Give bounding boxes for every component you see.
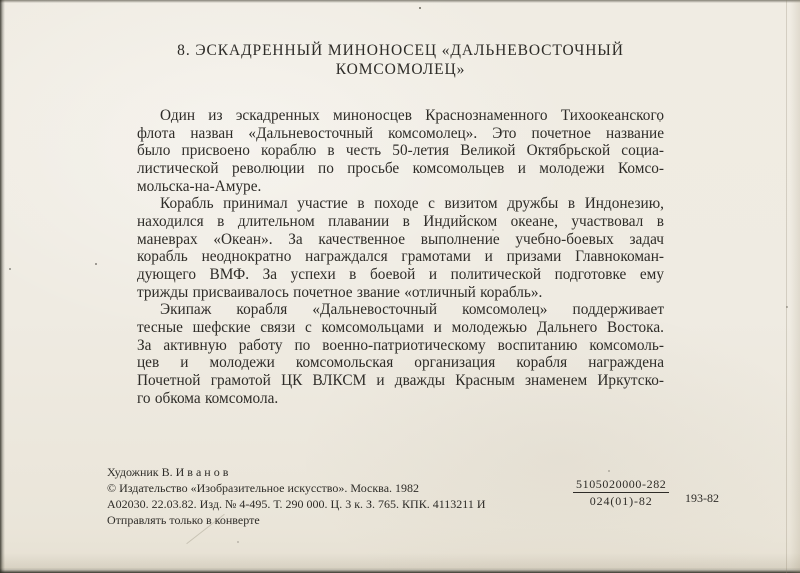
artist-line: Художник В. И в а н о в: [107, 465, 229, 479]
paragraph-1: [137, 107, 664, 195]
body-text: [137, 107, 664, 407]
text-line: тесные шефские связи с комсомольцами и молодежью Дальнего Востока.: [137, 318, 664, 336]
text-line: листической революции по просьбе комсомольцев и молодежи Комсо-: [137, 159, 664, 177]
catalog-suffix: 193-82: [685, 491, 719, 505]
credits-block: [107, 464, 767, 528]
title-line-2: КОМСОМОЛЕЦ»: [335, 61, 466, 78]
text-line: Экипаж корабля «Дальневосточный комсомолец» поддерживает: [160, 301, 664, 319]
print-info-line: А02030. 22.03.82. Изд. № 4-495. Т. 290 000. Ц. 3 к. З. 765. КПК. 4113211 И: [107, 497, 486, 511]
text-line: мольска-на-Амуре.: [137, 177, 262, 195]
text-line: находился в длительном плавании в Индийском океане, участвовал в: [137, 212, 664, 230]
text-line: го обкома комсомола.: [137, 389, 279, 407]
text-line: трижды присваивалось почетное звание «отличный корабль».: [137, 283, 543, 301]
text-line: цев и молодежи комсомольская организация корабля награждена: [137, 354, 664, 372]
paragraph-3: [137, 301, 664, 407]
title-line-1: 8. ЭСКАДРЕННЫЙ МИНОНОСЕЦ «ДАЛЬНЕВОСТОЧНЫЙ: [177, 42, 624, 59]
text-line: Почетной грамотой ЦК ВЛКСМ и дважды Красным знаменем Иркутско-: [137, 371, 664, 389]
text-line: корабль неоднократно награждался грамотами и призами Главнокоман-: [137, 248, 664, 266]
catalog-number-fraction: [573, 477, 669, 508]
catalog-denominator: 024(01)-82: [589, 494, 653, 508]
mailing-note: Отправлять только в конверте: [107, 513, 260, 527]
catalog-numerator: 5105020000-282: [573, 477, 669, 493]
text-line: было присвоено кораблю в честь 50-летия Великой Октябрьской социа-: [137, 142, 664, 160]
scan-edge-bottom: [0, 568, 800, 573]
text-line: Корабль принимал участие в походе с визитом дружбы в Индонезию,: [160, 195, 664, 213]
text-line: дующего ВМФ. За успехи в боевой и политической подготовке ему: [137, 265, 664, 283]
publisher-line: © Издательство «Изобразительное искусство». Москва. 1982: [107, 481, 420, 495]
text-line: маневрах «Океан». За качественное выполнение учебно-боевых задач: [137, 230, 664, 248]
text-line: За активную работу по военно-патриотическому воспитанию комсомоль-: [137, 336, 664, 354]
text-line: флота назван «Дальневосточный комсомолец». Это почетное название: [137, 124, 664, 142]
card-title: [137, 41, 664, 79]
text-line: Один из эскадренных миноносцев Краснознаменного Тихоокеанского: [160, 107, 664, 124]
paragraph-2: [137, 195, 664, 301]
paper-shadow-bottom: [0, 553, 800, 569]
